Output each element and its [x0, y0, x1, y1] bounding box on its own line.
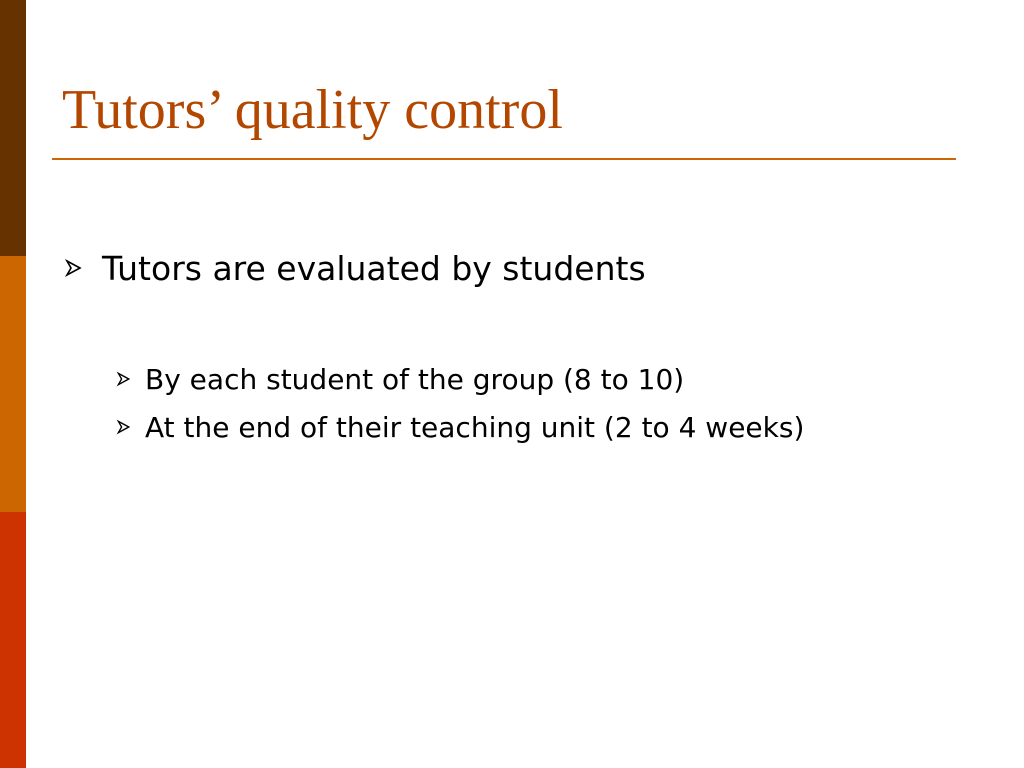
- slide-title: Tutors’ quality control: [62, 79, 563, 141]
- sub-bullet-item: [116, 409, 804, 445]
- accent-bar-top: [0, 0, 26, 256]
- arrow-bullet-icon: [116, 419, 132, 435]
- accent-bar-middle: [0, 256, 26, 512]
- arrow-bullet-icon: [64, 258, 84, 278]
- bullet-item: [64, 246, 646, 290]
- sub-bullet-text: By each student of the group (8 to 10): [145, 362, 685, 396]
- title-underline: [52, 158, 956, 160]
- accent-bar-bottom: [0, 512, 26, 768]
- sub-bullet-item: [116, 361, 684, 397]
- arrow-bullet-icon: [116, 371, 132, 387]
- sub-bullet-text: At the end of their teaching unit (2 to 4 weeks): [145, 410, 805, 444]
- bullet-text: Tutors are evaluated by students: [102, 248, 646, 288]
